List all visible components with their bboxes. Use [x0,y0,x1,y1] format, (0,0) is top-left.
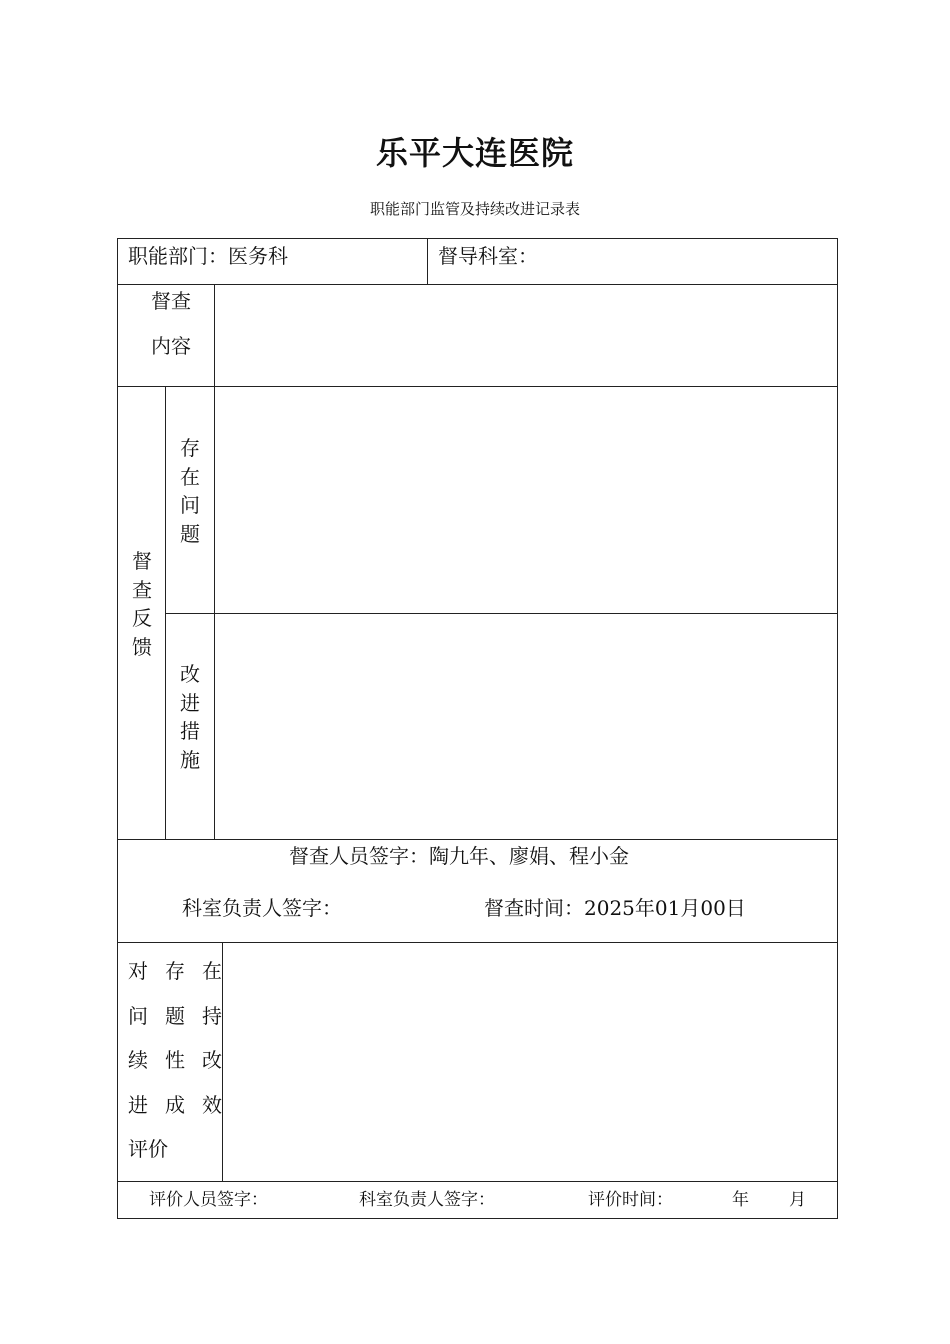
hospital-title: 乐平大连医院 [375,134,574,172]
inspector-signatures: 督查人员签字：陶九年、廖娟、程小金 [289,844,629,868]
dept-head-signature: 科室负责人签字： [182,896,342,920]
inspection-time: 督查时间：2025年01月00日 [484,896,746,920]
measures-label: 改 进 措 施 [180,662,200,772]
measures-field[interactable] [215,614,837,839]
eval-dept-head-signature: 科室负责人签字： [359,1190,495,1210]
problems-label: 存 在 问 题 [180,436,200,546]
month-label: 月 [789,1190,806,1210]
feedback-label: 督 查 反 馈 [132,549,152,659]
row-divider [117,1181,838,1182]
evaluator-signature: 评价人员签字： [149,1190,268,1210]
problems-field[interactable] [215,387,837,613]
col-divider [427,238,428,285]
department-label: 职能部门：医务科 [128,244,288,268]
inspection-content-label-2: 内容 [151,334,191,358]
inspection-content-label-1: 督查 [151,289,191,313]
evaluation-time: 评价时间： [588,1190,673,1210]
evaluation-field[interactable] [223,943,837,1181]
evaluation-label: 对 存 在 问 题 持 续 性 改 进 成 效 评价 [128,959,222,1161]
form-subtitle: 职能部门监管及持续改进记录表 [369,200,580,218]
supervised-dept-label: 督导科室： [438,244,538,268]
col-divider [165,386,166,840]
inspection-content-field[interactable] [215,285,837,386]
year-label: 年 [732,1190,749,1210]
